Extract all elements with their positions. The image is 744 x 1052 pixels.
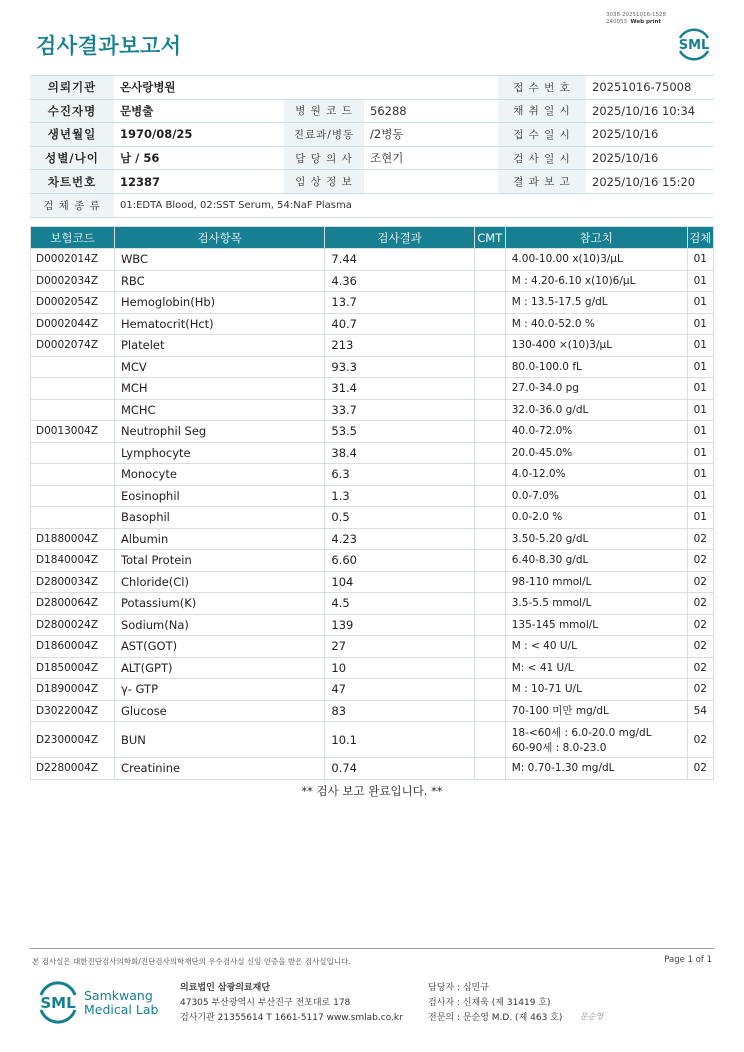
cell-code: D0002074Z — [31, 335, 115, 357]
chart-value: 12387 — [114, 170, 284, 194]
cell-code: D2800024Z — [31, 614, 115, 636]
table-row — [31, 679, 714, 701]
page-title: 검사결과보고서 — [36, 34, 182, 58]
cell-cmt — [474, 507, 505, 529]
cell-result: 4.5 — [325, 593, 474, 615]
cell-code — [31, 378, 115, 400]
header-name: 검사항목 — [114, 227, 324, 249]
cell-spec: 01 — [687, 399, 713, 421]
cell-result: 139 — [325, 614, 474, 636]
report-label: 결 과 보 고 — [498, 170, 586, 194]
org-name: 의료법인 삼광의료재단 — [180, 983, 271, 993]
cell-cmt — [474, 270, 505, 292]
cell-name: AST(GOT) — [114, 636, 324, 658]
exam-value: 2025/10/16 — [586, 146, 714, 170]
cell-name: Albumin — [114, 528, 324, 550]
cell-spec: 02 — [687, 758, 713, 780]
table-row — [31, 528, 714, 550]
header-ref: 참고치 — [505, 227, 687, 249]
cell-name: ALT(GPT) — [114, 657, 324, 679]
cell-code — [31, 399, 115, 421]
table-row — [31, 270, 714, 292]
table-row — [31, 700, 714, 722]
cell-ref: 18-<60세 : 6.0-20.0 mg/dL 60-90세 : 8.0-23.0 — [505, 722, 687, 758]
table-row — [31, 249, 714, 271]
cell-ref: M : 10-71 U/L — [505, 679, 687, 701]
cell-ref: M : 40.0-52.0 % — [505, 313, 687, 335]
cell-result: 93.3 — [325, 356, 474, 378]
cell-result: 53.5 — [325, 421, 474, 443]
cell-result: 0.74 — [325, 758, 474, 780]
table-row — [31, 636, 714, 658]
cell-name: BUN — [114, 722, 324, 758]
table-row — [31, 313, 714, 335]
cell-cmt — [474, 249, 505, 271]
clinical-label: 임 상 정 보 — [284, 170, 364, 194]
cell-ref: 4.0-12.0% — [505, 464, 687, 486]
table-row — [31, 399, 714, 421]
cell-name: Potassium(K) — [114, 593, 324, 615]
cell-name: Monocyte — [114, 464, 324, 486]
cell-cmt — [474, 614, 505, 636]
cell-spec: 01 — [687, 292, 713, 314]
cell-cmt — [474, 700, 505, 722]
cell-result: 104 — [325, 571, 474, 593]
footer-divider — [30, 948, 714, 949]
dob-value: 1970/08/25 — [114, 123, 284, 147]
cell-result: 1.3 — [325, 485, 474, 507]
cell-code: D2800064Z — [31, 593, 115, 615]
page-number: Page 1 of 1 — [664, 955, 712, 965]
cell-result: 27 — [325, 636, 474, 658]
cell-name: MCH — [114, 378, 324, 400]
cell-result: 213 — [325, 335, 474, 357]
cell-result: 83 — [325, 700, 474, 722]
table-row — [31, 421, 714, 443]
table-row — [31, 485, 714, 507]
cell-name: Hemoglobin(Hb) — [114, 292, 324, 314]
cell-spec: 02 — [687, 528, 713, 550]
cell-spec: 01 — [687, 378, 713, 400]
cell-cmt — [474, 758, 505, 780]
print-code-line1: 3038-20251016-1528 — [606, 12, 666, 18]
cell-name: RBC — [114, 270, 324, 292]
cell-name: MCV — [114, 356, 324, 378]
staff-manager: 담당자 : 심민규 — [428, 983, 489, 993]
staff-specialist: 전문의 : 문순영 M.D. (제 463 호) — [428, 1013, 563, 1023]
cell-spec: 01 — [687, 335, 713, 357]
cell-result: 38.4 — [325, 442, 474, 464]
cell-ref: 40.0-72.0% — [505, 421, 687, 443]
sexage-value: 남 / 56 — [114, 146, 284, 170]
svg-text:SML: SML — [40, 994, 76, 1012]
cell-ref: 0.0-7.0% — [505, 485, 687, 507]
cell-result: 33.7 — [325, 399, 474, 421]
header-result: 검사결과 — [325, 227, 474, 249]
dept-label: 진료과/병동 — [284, 123, 364, 147]
cell-code: D2280004Z — [31, 758, 115, 780]
cell-name: γ- GTP — [114, 679, 324, 701]
hospital-code-value: 56288 — [364, 99, 498, 123]
collect-label: 채 취 일 시 — [498, 99, 586, 123]
cell-cmt — [474, 464, 505, 486]
staff-tester: 검사자 : 신재욱 (제 31419 호) — [428, 998, 551, 1008]
dob-label: 생년월일 — [30, 123, 114, 147]
cell-spec: 02 — [687, 571, 713, 593]
cell-name: Total Protein — [114, 550, 324, 572]
lab-name: Samkwang Medical Lab — [84, 988, 159, 1017]
cell-name: Basophil — [114, 507, 324, 529]
cell-result: 6.3 — [325, 464, 474, 486]
table-row — [31, 550, 714, 572]
sml-logo-icon — [674, 24, 714, 64]
chart-label: 차트번호 — [30, 170, 114, 194]
exam-label: 검 사 일 시 — [498, 146, 586, 170]
cell-ref: 3.50-5.20 g/dL — [505, 528, 687, 550]
cell-ref: M : 13.5-17.5 g/dL — [505, 292, 687, 314]
cell-result: 10.1 — [325, 722, 474, 758]
cell-ref: 32.0-36.0 g/dL — [505, 399, 687, 421]
svg-text:SML: SML — [678, 38, 710, 53]
cell-spec: 02 — [687, 550, 713, 572]
table-row — [31, 356, 714, 378]
cell-name: Glucose — [114, 700, 324, 722]
sml-footer-logo-icon — [36, 980, 80, 1024]
cell-code: D3022004Z — [31, 700, 115, 722]
cell-ref: M: 0.70-1.30 mg/dL — [505, 758, 687, 780]
cell-code: D0002044Z — [31, 313, 115, 335]
doctor-value: 조현기 — [364, 146, 498, 170]
cell-spec: 01 — [687, 356, 713, 378]
cell-name: WBC — [114, 249, 324, 271]
cell-result: 0.5 — [325, 507, 474, 529]
patient-label: 수진자명 — [30, 99, 114, 123]
receive-value: 2025/10/16 — [586, 123, 714, 147]
accession-value: 20251016-75008 — [586, 76, 714, 100]
cell-cmt — [474, 378, 505, 400]
completion-message: ** 검사 보고 완료입니다. ** — [301, 784, 443, 798]
cell-code: D0013004Z — [31, 421, 115, 443]
cell-name: Chloride(Cl) — [114, 571, 324, 593]
patient-value: 문병출 — [114, 99, 284, 123]
table-row — [31, 292, 714, 314]
cell-spec: 02 — [687, 593, 713, 615]
cell-spec: 01 — [687, 507, 713, 529]
org-contact: 검사기관 21355614 T 1661-5117 www.smlab.co.kr — [180, 1013, 403, 1023]
table-row — [31, 758, 714, 780]
print-code-line2: 240053 Web print — [606, 18, 662, 25]
cell-spec: 02 — [687, 679, 713, 701]
collect-value: 2025/10/16 10:34 — [586, 99, 714, 123]
table-row — [31, 442, 714, 464]
cell-result: 6.60 — [325, 550, 474, 572]
cell-code: D1850004Z — [31, 657, 115, 679]
cell-code: D1860004Z — [31, 636, 115, 658]
print-code — [606, 12, 666, 25]
cell-ref: 6.40-8.30 g/dL — [505, 550, 687, 572]
cell-name: Neutrophil Seg — [114, 421, 324, 443]
cell-spec: 01 — [687, 485, 713, 507]
table-row — [31, 722, 714, 758]
cell-ref: 98-110 mmol/L — [505, 571, 687, 593]
table-row — [31, 593, 714, 615]
results-table — [30, 226, 714, 780]
cell-code — [31, 442, 115, 464]
cell-name: MCHC — [114, 399, 324, 421]
cell-code: D0002034Z — [31, 270, 115, 292]
cell-name: Creatinine — [114, 758, 324, 780]
cell-result: 4.36 — [325, 270, 474, 292]
cell-cmt — [474, 292, 505, 314]
table-row — [31, 464, 714, 486]
cell-result: 31.4 — [325, 378, 474, 400]
cell-result: 13.7 — [325, 292, 474, 314]
cell-ref: M: < 41 U/L — [505, 657, 687, 679]
table-row — [31, 571, 714, 593]
cell-code — [31, 507, 115, 529]
cell-cmt — [474, 679, 505, 701]
cell-cmt — [474, 313, 505, 335]
cell-cmt — [474, 722, 505, 758]
header-spec: 검체 — [687, 227, 713, 249]
cell-spec: 54 — [687, 700, 713, 722]
table-row — [31, 614, 714, 636]
clinical-value — [364, 170, 498, 194]
report-value: 2025/10/16 15:20 — [586, 170, 714, 194]
cell-code: D1880004Z — [31, 528, 115, 550]
cell-ref: M : < 40 U/L — [505, 636, 687, 658]
dept-value: /2병동 — [364, 123, 498, 147]
cell-ref: 20.0-45.0% — [505, 442, 687, 464]
cell-code: D1890004Z — [31, 679, 115, 701]
cell-cmt — [474, 335, 505, 357]
cell-cmt — [474, 528, 505, 550]
table-row — [31, 378, 714, 400]
cell-cmt — [474, 657, 505, 679]
cell-spec: 01 — [687, 421, 713, 443]
cell-result: 47 — [325, 679, 474, 701]
cell-spec: 01 — [687, 464, 713, 486]
receive-label: 접 수 일 시 — [498, 123, 586, 147]
patient-info-table — [30, 75, 714, 218]
header-code: 보험코드 — [31, 227, 115, 249]
cell-name: Eosinophil — [114, 485, 324, 507]
table-row — [31, 335, 714, 357]
cell-spec: 01 — [687, 442, 713, 464]
cell-ref: 70-100 미만 mg/dL — [505, 700, 687, 722]
doctor-label: 담 당 의 사 — [284, 146, 364, 170]
cell-cmt — [474, 571, 505, 593]
org-address: 47305 부산광역시 부산진구 전포대로 178 — [180, 998, 351, 1008]
cell-spec: 01 — [687, 249, 713, 271]
cell-spec: 02 — [687, 636, 713, 658]
cell-cmt — [474, 593, 505, 615]
cell-ref: 3.5-5.5 mmol/L — [505, 593, 687, 615]
certification-note: 본 검사실은 대한진단검사의학회/진단검사의학재단의 우수검사실 신임 인증을 받은 검사실입니다. — [32, 957, 351, 966]
cell-ref: 0.0-2.0 % — [505, 507, 687, 529]
cell-code: D2300004Z — [31, 722, 115, 758]
org-info — [180, 981, 403, 1026]
cell-cmt — [474, 442, 505, 464]
cell-name: Sodium(Na) — [114, 614, 324, 636]
cell-cmt — [474, 421, 505, 443]
cell-name: Hematocrit(Hct) — [114, 313, 324, 335]
cell-name: Lymphocyte — [114, 442, 324, 464]
cell-cmt — [474, 636, 505, 658]
cell-code: D1840004Z — [31, 550, 115, 572]
cell-code — [31, 356, 115, 378]
table-row — [31, 507, 714, 529]
requester-label: 의뢰기관 — [30, 76, 114, 100]
cell-cmt — [474, 550, 505, 572]
specimen-label: 검 체 종 류 — [30, 193, 114, 217]
cell-cmt — [474, 356, 505, 378]
specimen-value: 01:EDTA Blood, 02:SST Serum, 54:NaF Plasma — [114, 193, 714, 217]
cell-cmt — [474, 399, 505, 421]
cell-spec: 01 — [687, 313, 713, 335]
accession-label: 접 수 번 호 — [498, 76, 586, 100]
cell-spec: 02 — [687, 614, 713, 636]
cell-spec: 02 — [687, 722, 713, 758]
requester-value: 온사랑병원 — [114, 76, 498, 100]
cell-code: D0002014Z — [31, 249, 115, 271]
cell-ref: M : 4.20-6.10 x(10)6/μL — [505, 270, 687, 292]
cell-cmt — [474, 485, 505, 507]
sexage-label: 성별/나이 — [30, 146, 114, 170]
table-row — [31, 657, 714, 679]
cell-spec: 02 — [687, 657, 713, 679]
header-cmt: CMT — [474, 227, 505, 249]
cell-code — [31, 464, 115, 486]
cell-code: D0002054Z — [31, 292, 115, 314]
cell-ref: 4.00-10.00 x(10)3/μL — [505, 249, 687, 271]
hospital-code-label: 병 원 코 드 — [284, 99, 364, 123]
cell-code — [31, 485, 115, 507]
cell-name: Platelet — [114, 335, 324, 357]
results-header-row — [31, 227, 714, 249]
cell-ref: 130-400 ×(10)3/μL — [505, 335, 687, 357]
cell-ref: 27.0-34.0 pg — [505, 378, 687, 400]
cell-result: 4.23 — [325, 528, 474, 550]
cell-code: D2800034Z — [31, 571, 115, 593]
cell-result: 40.7 — [325, 313, 474, 335]
cell-ref: 135-145 mmol/L — [505, 614, 687, 636]
cell-ref: 80.0-100.0 fL — [505, 356, 687, 378]
staff-info — [428, 981, 562, 1026]
cell-result: 7.44 — [325, 249, 474, 271]
signature: 문순영 — [580, 1012, 604, 1021]
cell-spec: 01 — [687, 270, 713, 292]
cell-result: 10 — [325, 657, 474, 679]
